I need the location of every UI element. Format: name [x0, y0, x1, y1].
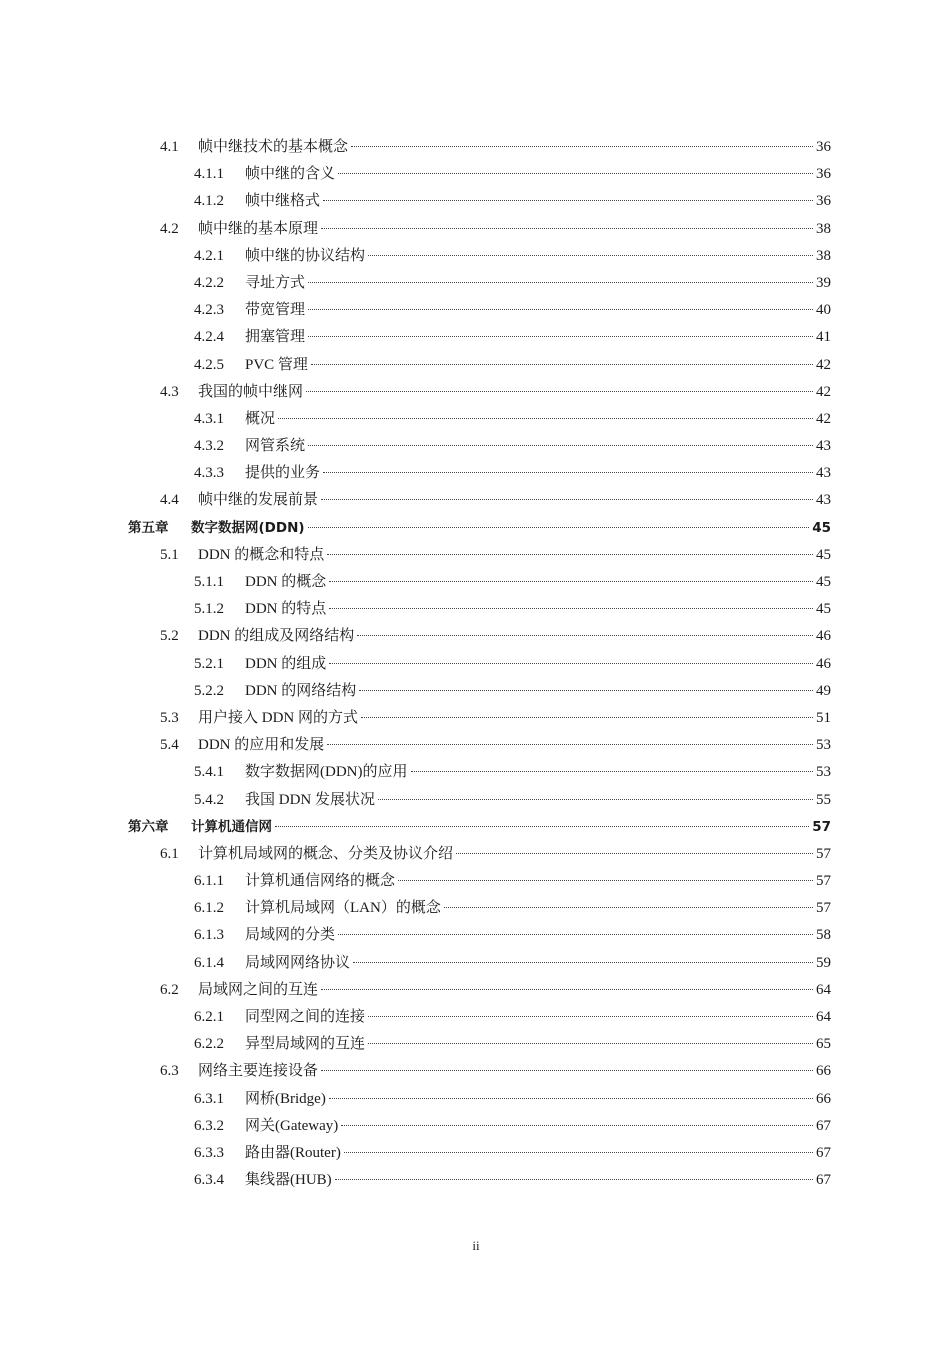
toc-entry[interactable]: [128, 1058, 831, 1085]
dot-leader: [378, 799, 813, 800]
toc-entry[interactable]: [128, 1140, 831, 1167]
toc-entry-number: 5.1.2: [194, 601, 224, 618]
dot-leader: [456, 853, 813, 854]
dot-leader: [323, 200, 813, 201]
toc-entry-page: 40: [816, 302, 831, 319]
toc-entry-title: 帧中继技术的基本概念: [198, 139, 349, 155]
toc-entry-page: 43: [816, 438, 831, 455]
toc-entry[interactable]: [128, 732, 831, 759]
dot-leader: [338, 934, 813, 935]
toc-entry-number: 4.2.3: [194, 302, 224, 319]
toc-entry-title: 网管系统: [245, 438, 306, 455]
toc-entry[interactable]: [128, 433, 831, 460]
toc-entry-title: DDN 的概念: [245, 574, 327, 590]
toc-entry-title: 数字数据网(DDN): [191, 519, 305, 536]
toc-entry[interactable]: [128, 487, 831, 514]
toc-entry[interactable]: [128, 134, 831, 161]
toc-entry-page: 57: [816, 873, 831, 890]
dot-leader: [308, 527, 810, 528]
dot-leader: [308, 336, 813, 337]
toc-entry-number: 4.1.2: [194, 193, 224, 210]
toc-entry-page: 39: [816, 274, 831, 291]
toc-entry-page: 58: [816, 927, 831, 944]
toc-entry-title: DDN 的概念和特点: [198, 546, 325, 563]
dot-leader: [368, 1043, 813, 1044]
toc-entry-title: DDN 的特点: [245, 601, 327, 618]
toc-entry[interactable]: [128, 977, 831, 1004]
toc-entry[interactable]: [128, 542, 831, 569]
toc-entry-page: 64: [816, 1009, 831, 1025]
toc-entry[interactable]: [128, 868, 831, 895]
toc-entry[interactable]: [128, 1004, 831, 1031]
toc-entry-title: 计算机通信网络的概念: [245, 873, 396, 890]
dot-leader: [321, 499, 813, 500]
toc-entry[interactable]: [128, 460, 831, 487]
dot-leader: [321, 228, 813, 229]
dot-leader: [351, 146, 813, 147]
toc-entry-number: 6.1.4: [194, 954, 224, 971]
toc-entry-number: 5.2: [160, 628, 179, 645]
toc-entry-number: 第五章: [128, 519, 169, 536]
dot-leader: [411, 771, 814, 772]
toc-entry[interactable]: [128, 651, 831, 678]
toc-entry-page: 64: [816, 981, 831, 998]
toc-entry-number: 4.2.5: [194, 356, 224, 373]
toc-entry-title: 同型网之间的连接: [245, 1009, 366, 1025]
toc-entry-title: 异型局域网的互连: [245, 1036, 366, 1053]
toc-entry-title: 局域网网络协议: [245, 954, 351, 971]
toc-entry-number: 6.3.1: [194, 1090, 224, 1107]
toc-entry-title: 我国的帧中继网: [198, 383, 304, 400]
toc-entry-title: 拥塞管理: [245, 329, 306, 346]
toc-entry-number: 4.3.2: [194, 438, 224, 455]
dot-leader: [398, 880, 813, 881]
toc-entry-title: 帧中继的发展前景: [198, 492, 319, 509]
toc-entry-title: 局域网的分类: [245, 927, 336, 944]
toc-entry-title: 概况: [245, 410, 276, 427]
toc-entry[interactable]: [128, 596, 831, 623]
toc-entry-page: 41: [816, 329, 831, 346]
toc-entry-page: 51: [816, 709, 831, 726]
toc-entry-page: 36: [816, 166, 831, 183]
toc-entry[interactable]: [128, 922, 831, 949]
toc-entry-number: 6.1.3: [194, 927, 224, 944]
dot-leader: [321, 1070, 813, 1071]
toc-entry-page: 45: [812, 519, 831, 536]
toc-entry-page: 66: [816, 1090, 831, 1107]
toc-entry-title: 网桥(Bridge): [245, 1090, 326, 1107]
toc-entry[interactable]: [128, 188, 831, 215]
toc-entry[interactable]: [128, 841, 831, 868]
dot-leader: [444, 907, 813, 908]
toc-entry-page: 45: [816, 546, 831, 563]
toc-entry-page: 57: [816, 845, 831, 862]
table-of-contents: [128, 134, 831, 1194]
toc-entry-page: 45: [816, 601, 831, 618]
toc-entry-title: 网关(Gateway): [245, 1117, 339, 1134]
toc-entry-number: 6.3.3: [194, 1144, 224, 1161]
dot-leader: [368, 1016, 813, 1017]
toc-entry-number: 6.3.2: [194, 1117, 224, 1134]
toc-entry-title: 帧中继的基本原理: [198, 220, 319, 237]
toc-entry-page: 38: [816, 220, 831, 237]
toc-entry-title: 数字数据网(DDN)的应用: [245, 764, 408, 781]
toc-entry-page: 38: [816, 247, 831, 264]
toc-entry-page: 42: [816, 410, 831, 427]
dot-leader: [308, 309, 813, 310]
toc-entry-title: 帧中继的含义: [245, 166, 336, 183]
dot-leader: [278, 418, 813, 419]
toc-entry-page: 53: [816, 737, 831, 754]
toc-entry-page: 59: [816, 954, 831, 971]
toc-entry-title: 计算机局域网的概念、分类及协议介绍: [198, 845, 454, 862]
toc-entry-number: 5.2.2: [194, 682, 224, 699]
dot-leader: [323, 472, 813, 473]
toc-entry-number: 4.2.2: [194, 274, 224, 291]
toc-entry-number: 5.4.2: [194, 791, 224, 808]
toc-entry-number: 4.3.3: [194, 465, 224, 482]
toc-entry-title: DDN 的组成及网络结构: [198, 628, 355, 645]
toc-entry-number: 6.3: [160, 1063, 179, 1080]
toc-entry[interactable]: [128, 297, 831, 324]
toc-entry-number: 6.1.2: [194, 900, 224, 917]
dot-leader: [341, 1125, 813, 1126]
toc-entry-page: 57: [812, 818, 831, 835]
toc-entry-title: DDN 的组成: [245, 655, 327, 672]
dot-leader: [338, 173, 813, 174]
toc-entry-title: PVC 管理: [245, 356, 308, 373]
toc-entry-number: 4.1: [160, 139, 179, 155]
toc-entry-title: 带宽管理: [245, 302, 306, 319]
toc-entry[interactable]: [128, 243, 831, 270]
toc-chapter-entry[interactable]: [128, 814, 831, 841]
toc-entry[interactable]: [128, 1113, 831, 1140]
dot-leader: [321, 989, 813, 990]
toc-entry-page: 67: [816, 1172, 831, 1189]
toc-entry[interactable]: [128, 759, 831, 786]
toc-entry-title: DDN 的应用和发展: [198, 737, 325, 754]
toc-entry-page: 36: [816, 139, 831, 155]
toc-entry-number: 5.1: [160, 546, 179, 563]
toc-entry-title: 帧中继的协议结构: [245, 247, 366, 264]
toc-entry-page: 43: [816, 465, 831, 482]
toc-entry-number: 6.2.1: [194, 1009, 224, 1025]
dot-leader: [306, 391, 813, 392]
dot-leader: [329, 581, 813, 582]
dot-leader: [335, 1179, 813, 1180]
toc-entry[interactable]: [128, 623, 831, 650]
dot-leader: [329, 663, 813, 664]
toc-entry-title: 路由器(Router): [245, 1144, 341, 1161]
dot-leader: [357, 635, 813, 636]
toc-entry-page: 65: [816, 1036, 831, 1053]
toc-entry-page: 67: [816, 1144, 831, 1161]
toc-entry-number: 6.2: [160, 981, 179, 998]
toc-entry-number: 4.2.4: [194, 329, 224, 346]
dot-leader: [359, 690, 813, 691]
dot-leader: [353, 962, 813, 963]
toc-entry[interactable]: [128, 161, 831, 188]
toc-entry-number: 4.1.1: [194, 166, 224, 183]
toc-entry-page: 66: [816, 1063, 831, 1080]
toc-entry-number: 5.4: [160, 737, 179, 754]
toc-entry-number: 6.1.1: [194, 873, 224, 890]
toc-entry-title: 我国 DDN 发展状况: [245, 791, 375, 808]
toc-entry-number: 4.2.1: [194, 247, 224, 264]
dot-leader: [275, 826, 809, 827]
toc-entry[interactable]: [128, 324, 831, 351]
toc-entry[interactable]: [128, 895, 831, 922]
toc-entry-page: 42: [816, 383, 831, 400]
toc-entry[interactable]: [128, 950, 831, 977]
toc-entry-page: 46: [816, 655, 831, 672]
toc-entry-number: 5.1.1: [194, 574, 224, 590]
toc-entry-title: 集线器(HUB): [245, 1172, 332, 1189]
toc-entry-number: 6.2.2: [194, 1036, 224, 1053]
toc-entry-title: 网络主要连接设备: [198, 1063, 319, 1080]
toc-entry[interactable]: [128, 379, 831, 406]
toc-entry-title: DDN 的网络结构: [245, 682, 357, 699]
toc-entry-number: 4.2: [160, 220, 179, 237]
toc-entry-number: 5.4.1: [194, 764, 224, 781]
toc-entry-page: 57: [816, 900, 831, 917]
toc-entry-page: 36: [816, 193, 831, 210]
toc-entry[interactable]: [128, 406, 831, 433]
toc-entry[interactable]: [128, 787, 831, 814]
dot-leader: [308, 445, 813, 446]
dot-leader: [327, 554, 813, 555]
toc-entry-number: 5.2.1: [194, 655, 224, 672]
page-number: ii: [472, 1238, 480, 1253]
toc-entry-page: 42: [816, 356, 831, 373]
toc-entry-number: 6.1: [160, 845, 179, 862]
toc-entry-page: 53: [816, 764, 831, 781]
toc-entry-page: 45: [816, 574, 831, 590]
toc-entry-title: 计算机通信网: [191, 818, 272, 835]
dot-leader: [329, 1098, 813, 1099]
toc-entry[interactable]: [128, 1086, 831, 1113]
dot-leader: [368, 255, 813, 256]
toc-entry[interactable]: [128, 270, 831, 297]
toc-entry-title: 局域网之间的互连: [198, 981, 319, 998]
toc-entry-number: 4.3: [160, 383, 179, 400]
toc-entry[interactable]: [128, 352, 831, 379]
toc-entry[interactable]: [128, 1031, 831, 1058]
toc-entry-number: 4.3.1: [194, 410, 224, 427]
dot-leader: [308, 282, 813, 283]
dot-leader: [311, 364, 813, 365]
toc-entry-title: 寻址方式: [245, 274, 306, 291]
toc-entry[interactable]: [128, 1167, 831, 1194]
toc-entry-page: 55: [816, 791, 831, 808]
toc-entry-title: 提供的业务: [245, 465, 321, 482]
toc-entry[interactable]: [128, 216, 831, 243]
toc-entry-number: 4.4: [160, 492, 179, 509]
toc-entry-page: 67: [816, 1117, 831, 1134]
toc-entry-page: 49: [816, 682, 831, 699]
toc-entry-title: 计算机局域网（LAN）的概念: [245, 900, 441, 917]
toc-entry-title: 帧中继格式: [245, 193, 321, 210]
dot-leader: [329, 608, 813, 609]
toc-entry-number: 6.3.4: [194, 1172, 224, 1189]
dot-leader: [344, 1152, 813, 1153]
toc-entry-page: 43: [816, 492, 831, 509]
toc-entry[interactable]: [128, 678, 831, 705]
toc-entry-number: 第六章: [128, 818, 169, 835]
dot-leader: [361, 717, 813, 718]
toc-entry-page: 46: [816, 628, 831, 645]
dot-leader: [327, 744, 813, 745]
toc-entry-number: 5.3: [160, 709, 179, 726]
toc-entry[interactable]: [128, 569, 831, 596]
toc-chapter-entry[interactable]: [128, 515, 831, 542]
toc-entry[interactable]: [128, 705, 831, 732]
toc-entry-title: 用户接入 DDN 网的方式: [198, 709, 358, 726]
